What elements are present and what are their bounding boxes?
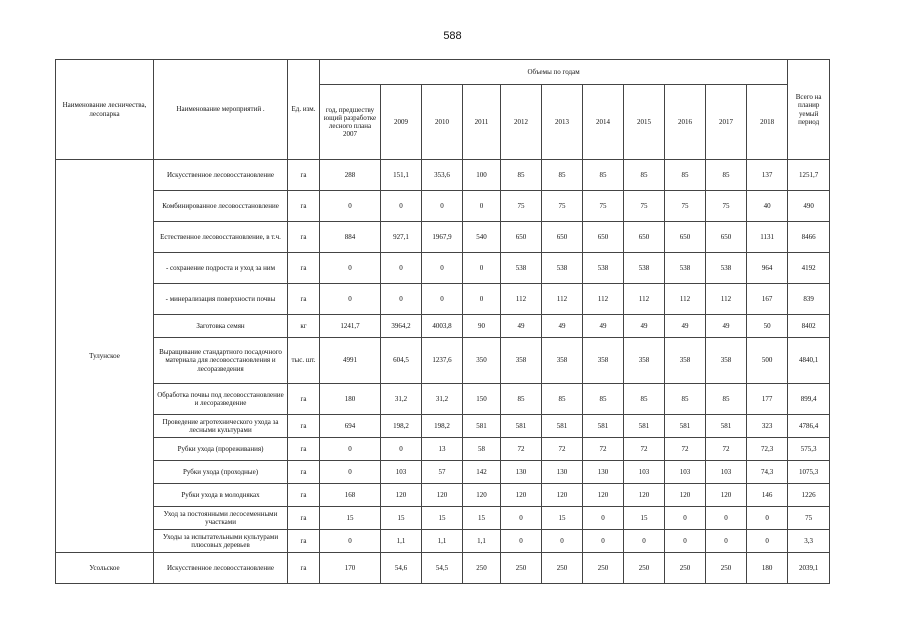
total-cell: 8402 bbox=[788, 315, 830, 338]
value-cell: 72,3 bbox=[747, 438, 788, 461]
value-cell: 74,3 bbox=[747, 461, 788, 484]
unit-cell: га bbox=[288, 438, 320, 461]
unit-cell: га bbox=[288, 384, 320, 415]
table-row bbox=[56, 553, 830, 584]
value-cell: 120 bbox=[624, 484, 665, 507]
value-cell: 0 bbox=[501, 507, 542, 530]
value-cell: 49 bbox=[706, 315, 747, 338]
value-cell: 49 bbox=[501, 315, 542, 338]
value-cell: 581 bbox=[501, 415, 542, 438]
value-cell: 90 bbox=[463, 315, 501, 338]
header-year: 2018 bbox=[747, 85, 788, 160]
value-cell: 85 bbox=[501, 384, 542, 415]
activity-name: Уходы за испытательными культурами плюсовых деревьев bbox=[154, 530, 288, 553]
unit-cell: га bbox=[288, 484, 320, 507]
value-cell: 650 bbox=[583, 222, 624, 253]
activity-name: Комбинированное лесовосстановление bbox=[154, 191, 288, 222]
value-cell: 540 bbox=[463, 222, 501, 253]
value-cell: 100 bbox=[463, 160, 501, 191]
value-cell: 75 bbox=[583, 191, 624, 222]
value-cell: 581 bbox=[665, 415, 706, 438]
value-cell: 538 bbox=[706, 253, 747, 284]
value-cell: 54,6 bbox=[381, 553, 422, 584]
unit-cell: га bbox=[288, 415, 320, 438]
value-cell: 1131 bbox=[747, 222, 788, 253]
value-cell: 177 bbox=[747, 384, 788, 415]
value-cell: 170 bbox=[320, 553, 381, 584]
value-cell: 358 bbox=[665, 338, 706, 384]
value-cell: 0 bbox=[422, 191, 463, 222]
value-cell: 85 bbox=[542, 384, 583, 415]
value-cell: 15 bbox=[624, 507, 665, 530]
value-cell: 538 bbox=[542, 253, 583, 284]
value-cell: 0 bbox=[381, 191, 422, 222]
value-cell: 1,1 bbox=[381, 530, 422, 553]
total-cell: 2039,1 bbox=[788, 553, 830, 584]
value-cell: 0 bbox=[747, 530, 788, 553]
value-cell: 581 bbox=[542, 415, 583, 438]
value-cell: 250 bbox=[706, 553, 747, 584]
value-cell: 146 bbox=[747, 484, 788, 507]
activity-name: Рубки ухода в молодняках bbox=[154, 484, 288, 507]
table-row bbox=[56, 461, 830, 484]
value-cell: 75 bbox=[665, 191, 706, 222]
value-cell: 288 bbox=[320, 160, 381, 191]
value-cell: 72 bbox=[706, 438, 747, 461]
value-cell: 0 bbox=[320, 284, 381, 315]
value-cell: 13 bbox=[422, 438, 463, 461]
value-cell: 85 bbox=[624, 384, 665, 415]
total-cell: 4192 bbox=[788, 253, 830, 284]
value-cell: 0 bbox=[665, 507, 706, 530]
forest-plan-table bbox=[55, 59, 830, 584]
header-year: 2010 bbox=[422, 85, 463, 160]
value-cell: 250 bbox=[542, 553, 583, 584]
value-cell: 75 bbox=[624, 191, 665, 222]
value-cell: 72 bbox=[583, 438, 624, 461]
value-cell: 85 bbox=[542, 160, 583, 191]
header-year: 2017 bbox=[706, 85, 747, 160]
header-year: 2013 bbox=[542, 85, 583, 160]
value-cell: 581 bbox=[583, 415, 624, 438]
table-row bbox=[56, 415, 830, 438]
table-row bbox=[56, 222, 830, 253]
table-row bbox=[56, 338, 830, 384]
value-cell: 103 bbox=[665, 461, 706, 484]
value-cell: 120 bbox=[463, 484, 501, 507]
activity-name: Проведение агротехнического ухода за лесными культурами bbox=[154, 415, 288, 438]
value-cell: 1241,7 bbox=[320, 315, 381, 338]
value-cell: 3964,2 bbox=[381, 315, 422, 338]
value-cell: 31,2 bbox=[422, 384, 463, 415]
total-cell: 75 bbox=[788, 507, 830, 530]
value-cell: 358 bbox=[706, 338, 747, 384]
value-cell: 15 bbox=[381, 507, 422, 530]
value-cell: 58 bbox=[463, 438, 501, 461]
value-cell: 650 bbox=[624, 222, 665, 253]
activity-name: Обработка почвы под лесовосстановление и лесоразведение bbox=[154, 384, 288, 415]
table-body bbox=[56, 160, 830, 584]
value-cell: 604,5 bbox=[381, 338, 422, 384]
unit-cell: га bbox=[288, 222, 320, 253]
value-cell: 538 bbox=[583, 253, 624, 284]
header-volumes: Объемы по годам bbox=[320, 60, 788, 85]
table-row bbox=[56, 438, 830, 461]
value-cell: 15 bbox=[542, 507, 583, 530]
total-cell: 899,4 bbox=[788, 384, 830, 415]
value-cell: 0 bbox=[320, 530, 381, 553]
value-cell: 581 bbox=[463, 415, 501, 438]
value-cell: 49 bbox=[665, 315, 706, 338]
value-cell: 72 bbox=[542, 438, 583, 461]
value-cell: 150 bbox=[463, 384, 501, 415]
value-cell: 538 bbox=[501, 253, 542, 284]
value-cell: 85 bbox=[706, 384, 747, 415]
value-cell: 85 bbox=[583, 384, 624, 415]
value-cell: 250 bbox=[501, 553, 542, 584]
value-cell: 120 bbox=[422, 484, 463, 507]
activity-name: Рубки ухода (прореживания) bbox=[154, 438, 288, 461]
unit-cell: га bbox=[288, 461, 320, 484]
unit-cell: га bbox=[288, 530, 320, 553]
value-cell: 85 bbox=[583, 160, 624, 191]
value-cell: 500 bbox=[747, 338, 788, 384]
value-cell: 538 bbox=[665, 253, 706, 284]
activity-name: Рубки ухода (проходные) bbox=[154, 461, 288, 484]
value-cell: 0 bbox=[747, 507, 788, 530]
value-cell: 353,6 bbox=[422, 160, 463, 191]
unit-cell: га bbox=[288, 507, 320, 530]
value-cell: 0 bbox=[320, 461, 381, 484]
value-cell: 180 bbox=[747, 553, 788, 584]
activity-name: Естественное лесовосстановление, в т.ч. bbox=[154, 222, 288, 253]
value-cell: 15 bbox=[463, 507, 501, 530]
value-cell: 130 bbox=[583, 461, 624, 484]
value-cell: 112 bbox=[542, 284, 583, 315]
value-cell: 1967,9 bbox=[422, 222, 463, 253]
value-cell: 120 bbox=[706, 484, 747, 507]
header-year: 2014 bbox=[583, 85, 624, 160]
total-cell: 1251,7 bbox=[788, 160, 830, 191]
value-cell: 103 bbox=[381, 461, 422, 484]
value-cell: 103 bbox=[624, 461, 665, 484]
value-cell: 137 bbox=[747, 160, 788, 191]
value-cell: 250 bbox=[665, 553, 706, 584]
header-prior-year: год, предшеству ющий разработке лесного плана 2007 bbox=[320, 85, 381, 160]
value-cell: 0 bbox=[583, 530, 624, 553]
value-cell: 85 bbox=[665, 384, 706, 415]
header-activity: Наименование мероприятий . bbox=[154, 60, 288, 160]
header-year: 2015 bbox=[624, 85, 665, 160]
unit-cell: га bbox=[288, 553, 320, 584]
value-cell: 0 bbox=[381, 284, 422, 315]
value-cell: 0 bbox=[463, 284, 501, 315]
activity-name: - минерализация поверхности почвы bbox=[154, 284, 288, 315]
value-cell: 168 bbox=[320, 484, 381, 507]
value-cell: 0 bbox=[320, 191, 381, 222]
value-cell: 358 bbox=[501, 338, 542, 384]
header-unit: Ед. изм. bbox=[288, 60, 320, 160]
value-cell: 650 bbox=[706, 222, 747, 253]
value-cell: 112 bbox=[665, 284, 706, 315]
value-cell: 130 bbox=[542, 461, 583, 484]
value-cell: 75 bbox=[501, 191, 542, 222]
activity-name: - сохранение подроста и уход за ним bbox=[154, 253, 288, 284]
header-year: 2016 bbox=[665, 85, 706, 160]
activity-name: Искусственное лесовосстановление bbox=[154, 553, 288, 584]
value-cell: 85 bbox=[706, 160, 747, 191]
unit-cell: га bbox=[288, 191, 320, 222]
table-row bbox=[56, 253, 830, 284]
value-cell: 198,2 bbox=[381, 415, 422, 438]
value-cell: 72 bbox=[665, 438, 706, 461]
value-cell: 358 bbox=[624, 338, 665, 384]
header-year: 2011 bbox=[463, 85, 501, 160]
value-cell: 1,1 bbox=[463, 530, 501, 553]
total-cell: 8466 bbox=[788, 222, 830, 253]
value-cell: 112 bbox=[583, 284, 624, 315]
value-cell: 250 bbox=[463, 553, 501, 584]
unit-cell: га bbox=[288, 160, 320, 191]
value-cell: 1,1 bbox=[422, 530, 463, 553]
value-cell: 54,5 bbox=[422, 553, 463, 584]
activity-name: Выращивание стандартного посадочного материала для лесовосстановления и лесоразведения bbox=[154, 338, 288, 384]
value-cell: 120 bbox=[501, 484, 542, 507]
value-cell: 927,1 bbox=[381, 222, 422, 253]
unit-cell: га bbox=[288, 284, 320, 315]
header-forestry: Наименование лесничества, лесопарка bbox=[56, 60, 154, 160]
unit-cell: тыс. шт. bbox=[288, 338, 320, 384]
total-cell: 575,3 bbox=[788, 438, 830, 461]
value-cell: 0 bbox=[381, 253, 422, 284]
value-cell: 112 bbox=[501, 284, 542, 315]
value-cell: 0 bbox=[463, 191, 501, 222]
value-cell: 0 bbox=[381, 438, 422, 461]
value-cell: 85 bbox=[665, 160, 706, 191]
value-cell: 250 bbox=[624, 553, 665, 584]
table-row bbox=[56, 160, 830, 191]
value-cell: 31,2 bbox=[381, 384, 422, 415]
page-number: 588 bbox=[443, 30, 462, 42]
value-cell: 350 bbox=[463, 338, 501, 384]
value-cell: 250 bbox=[583, 553, 624, 584]
value-cell: 0 bbox=[320, 438, 381, 461]
value-cell: 0 bbox=[501, 530, 542, 553]
value-cell: 650 bbox=[542, 222, 583, 253]
table-row bbox=[56, 484, 830, 507]
value-cell: 50 bbox=[747, 315, 788, 338]
table-row bbox=[56, 315, 830, 338]
value-cell: 0 bbox=[706, 530, 747, 553]
value-cell: 49 bbox=[542, 315, 583, 338]
total-cell: 1075,3 bbox=[788, 461, 830, 484]
value-cell: 358 bbox=[542, 338, 583, 384]
value-cell: 15 bbox=[422, 507, 463, 530]
value-cell: 0 bbox=[583, 507, 624, 530]
value-cell: 85 bbox=[501, 160, 542, 191]
header-total: Всего на планир уемый период bbox=[788, 60, 830, 160]
value-cell: 75 bbox=[706, 191, 747, 222]
value-cell: 0 bbox=[665, 530, 706, 553]
unit-cell: га bbox=[288, 253, 320, 284]
value-cell: 72 bbox=[501, 438, 542, 461]
activity-name: Уход за постоянными лесосеменными участками bbox=[154, 507, 288, 530]
value-cell: 0 bbox=[422, 284, 463, 315]
table-row bbox=[56, 530, 830, 553]
value-cell: 142 bbox=[463, 461, 501, 484]
value-cell: 581 bbox=[706, 415, 747, 438]
value-cell: 4991 bbox=[320, 338, 381, 384]
value-cell: 0 bbox=[422, 253, 463, 284]
header-year: 2009 bbox=[381, 85, 422, 160]
total-cell: 3,3 bbox=[788, 530, 830, 553]
value-cell: 581 bbox=[624, 415, 665, 438]
value-cell: 538 bbox=[624, 253, 665, 284]
value-cell: 49 bbox=[624, 315, 665, 338]
total-cell: 490 bbox=[788, 191, 830, 222]
value-cell: 0 bbox=[706, 507, 747, 530]
value-cell: 964 bbox=[747, 253, 788, 284]
value-cell: 650 bbox=[501, 222, 542, 253]
value-cell: 4003,8 bbox=[422, 315, 463, 338]
activity-name: Заготовка семян bbox=[154, 315, 288, 338]
forestry-name: Тулунское bbox=[56, 160, 154, 553]
value-cell: 120 bbox=[542, 484, 583, 507]
value-cell: 112 bbox=[624, 284, 665, 315]
value-cell: 120 bbox=[583, 484, 624, 507]
value-cell: 884 bbox=[320, 222, 381, 253]
value-cell: 0 bbox=[542, 530, 583, 553]
table-row bbox=[56, 507, 830, 530]
value-cell: 167 bbox=[747, 284, 788, 315]
total-cell: 4840,1 bbox=[788, 338, 830, 384]
total-cell: 4786,4 bbox=[788, 415, 830, 438]
value-cell: 1237,6 bbox=[422, 338, 463, 384]
total-cell: 1226 bbox=[788, 484, 830, 507]
value-cell: 103 bbox=[706, 461, 747, 484]
table-row bbox=[56, 284, 830, 315]
value-cell: 49 bbox=[583, 315, 624, 338]
value-cell: 151,1 bbox=[381, 160, 422, 191]
total-cell: 839 bbox=[788, 284, 830, 315]
value-cell: 0 bbox=[463, 253, 501, 284]
unit-cell: кг bbox=[288, 315, 320, 338]
value-cell: 198,2 bbox=[422, 415, 463, 438]
value-cell: 85 bbox=[624, 160, 665, 191]
value-cell: 112 bbox=[706, 284, 747, 315]
value-cell: 130 bbox=[501, 461, 542, 484]
table-row bbox=[56, 191, 830, 222]
value-cell: 15 bbox=[320, 507, 381, 530]
value-cell: 180 bbox=[320, 384, 381, 415]
value-cell: 120 bbox=[381, 484, 422, 507]
value-cell: 57 bbox=[422, 461, 463, 484]
value-cell: 650 bbox=[665, 222, 706, 253]
activity-name: Искусственное лесовосстановление bbox=[154, 160, 288, 191]
value-cell: 0 bbox=[624, 530, 665, 553]
value-cell: 0 bbox=[320, 253, 381, 284]
value-cell: 120 bbox=[665, 484, 706, 507]
table-row bbox=[56, 384, 830, 415]
value-cell: 75 bbox=[542, 191, 583, 222]
value-cell: 323 bbox=[747, 415, 788, 438]
value-cell: 358 bbox=[583, 338, 624, 384]
forestry-name: Усольское bbox=[56, 553, 154, 584]
header-year: 2012 bbox=[501, 85, 542, 160]
value-cell: 40 bbox=[747, 191, 788, 222]
value-cell: 72 bbox=[624, 438, 665, 461]
value-cell: 694 bbox=[320, 415, 381, 438]
